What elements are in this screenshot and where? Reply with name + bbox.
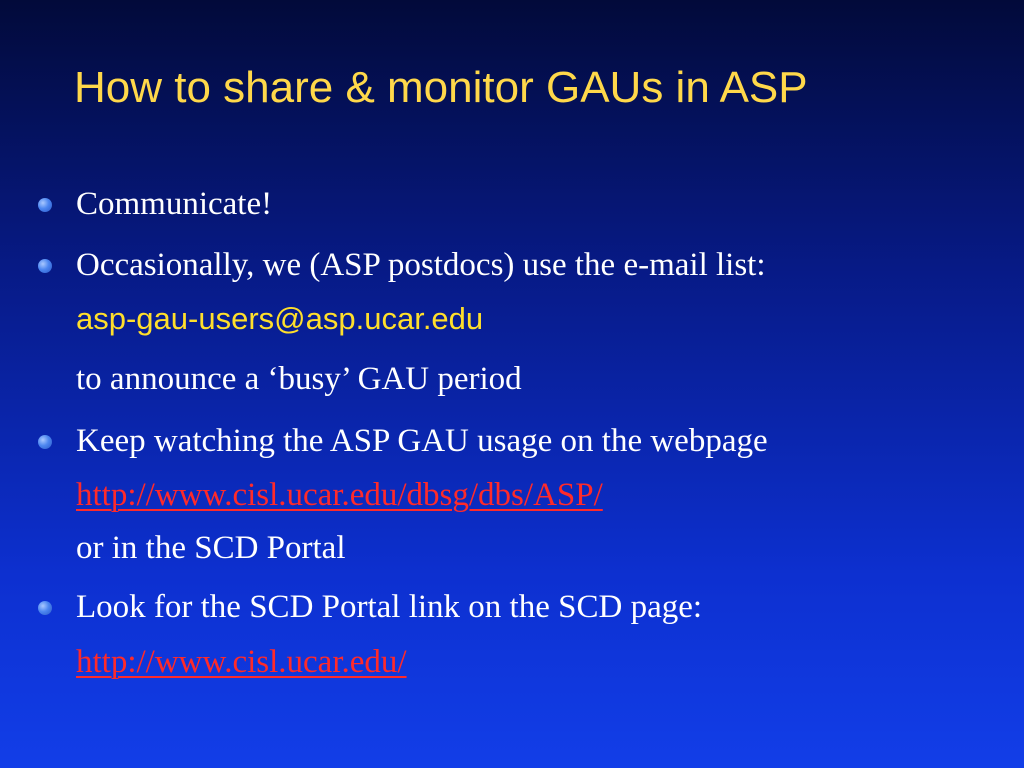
link-cisl[interactable]: http://www.cisl.ucar.edu/ [76,644,407,680]
bullet-text-communicate: Communicate! [76,186,273,222]
bullet-subtext-portal: or in the SCD Portal [76,530,346,566]
bullet-dot-icon [38,198,52,212]
bullet-subtext-announce: to announce a ‘busy’ GAU period [76,361,522,397]
bullet-dot-icon [38,259,52,273]
bullet-dot-icon [38,601,52,615]
bullet-text-email-list: Occasionally, we (ASP postdocs) use the e-mail list: [76,247,766,283]
slide-title: How to share & monitor GAUs in ASP [74,63,808,112]
link-asp-usage[interactable]: http://www.cisl.ucar.edu/dbsg/dbs/ASP/ [76,477,603,513]
bullet-text-scd-page: Look for the SCD Portal link on the SCD page: [76,589,703,625]
email-address: asp-gau-users@asp.ucar.edu [76,301,484,336]
bullet-dot-icon [38,435,52,449]
bullet-text-webpage: Keep watching the ASP GAU usage on the webpage [76,423,768,459]
